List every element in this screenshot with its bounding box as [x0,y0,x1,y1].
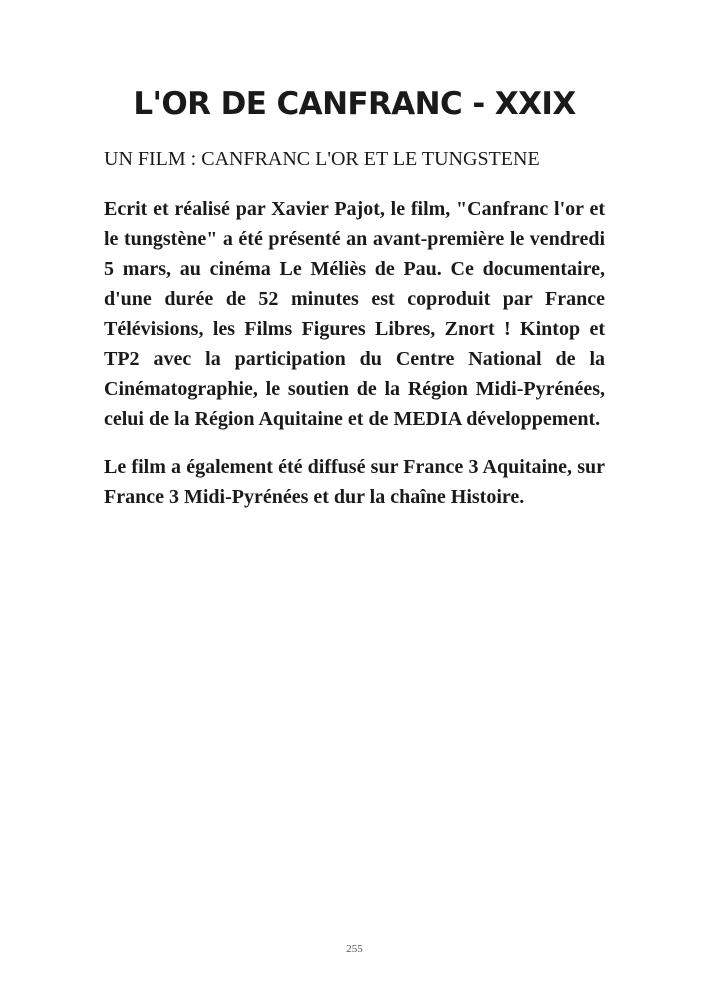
paragraph-1: Ecrit et réalisé par Xavier Pajot, le film, "Canfranc l'or et le tungstène" a été présenté an avant-première le vendredi 5 mars, au cinéma Le Méliès de Pau. Ce documentaire, d'une durée de 52 minutes est coproduit par France Télévisions, les Films Figures Libres, Znort ! Kintop et TP2 avec la participation du Centre National de la Cinématographie, le soutien de la Région Midi-Pyrénées, celui de la Région Aquitaine et de MEDIA développement. [104,198,605,430]
page-number: 255 [346,943,363,955]
paragraph-2: Le film a également été diffusé sur France 3 Aquitaine, sur France 3 Midi-Pyrénées et dur la chaîne Histoire. [104,456,605,508]
section-subtitle: UN FILM : CANFRANC L'OR ET LE TUNGSTENE [104,148,540,170]
page-content [104,84,605,530]
page-title: L'OR DE CANFRANC - XXIX [133,86,576,122]
